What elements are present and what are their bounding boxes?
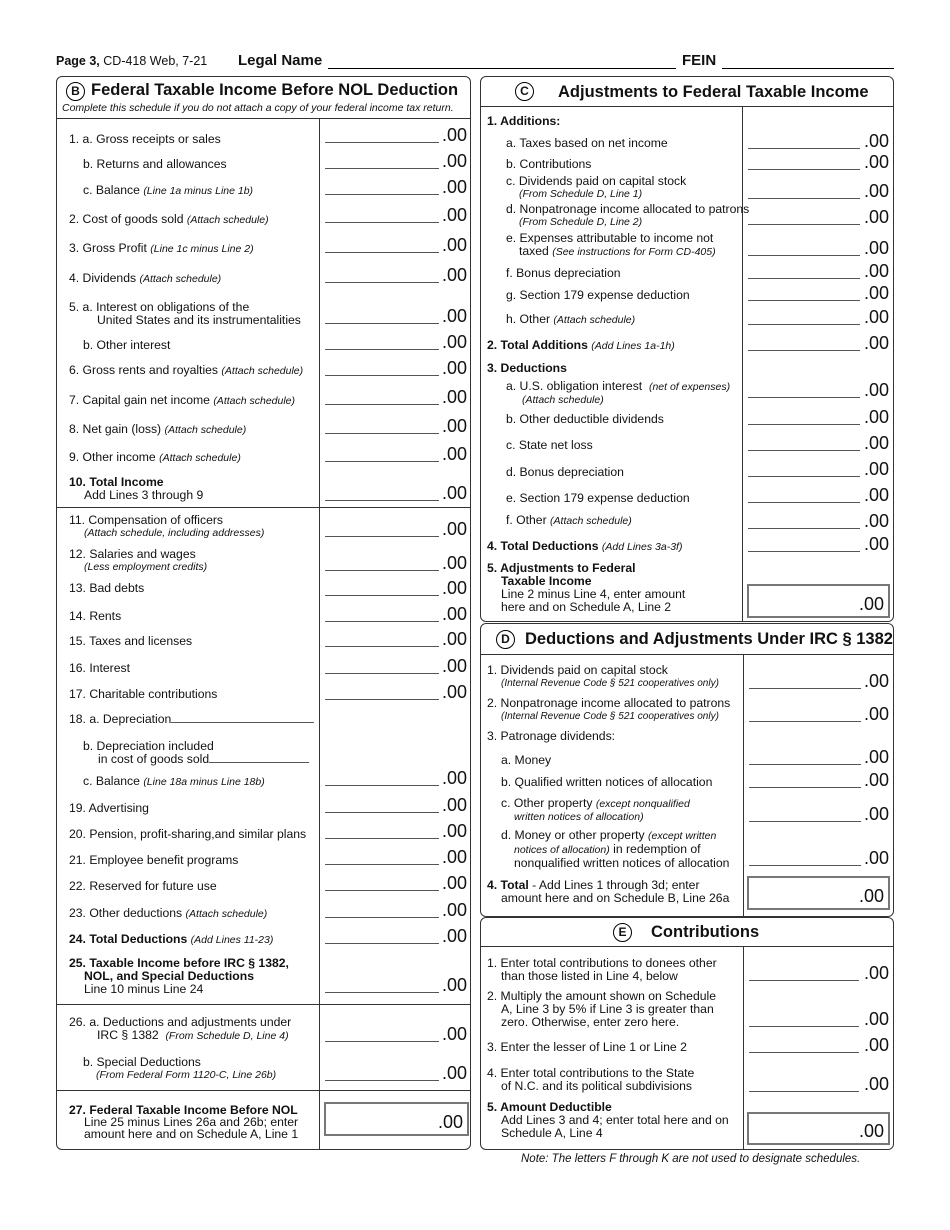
b-amount-15[interactable]: .00 bbox=[325, 629, 467, 649]
c-line-1d: d. Nonpatronage income allocated to patrons (From Schedule D, Line 2) bbox=[506, 202, 750, 228]
legal-name-label: Legal Name bbox=[238, 52, 323, 69]
b-line-11: 11. Compensation of officers (Attach schedule, including addresses) bbox=[69, 513, 265, 539]
b-amount-14[interactable]: .00 bbox=[325, 604, 467, 624]
schedule-e-panel bbox=[480, 917, 894, 1150]
b-amount-6[interactable]: .00 bbox=[325, 358, 467, 378]
c-line-3d: d. Bonus depreciation bbox=[506, 465, 624, 479]
b-amount-1c[interactable]: .00 bbox=[325, 177, 467, 197]
d-amount-3a[interactable]: .00 bbox=[749, 747, 889, 767]
d-amount-3b[interactable]: .00 bbox=[749, 770, 889, 790]
b-amount-20[interactable]: .00 bbox=[325, 821, 467, 841]
c-amount-3d[interactable]: .00 bbox=[748, 459, 889, 479]
d-amount-3d[interactable]: .00 bbox=[749, 848, 889, 868]
b-amount-5b[interactable]: .00 bbox=[325, 332, 467, 352]
b-amount-24[interactable]: .00 bbox=[325, 926, 467, 946]
c-amount-1a[interactable]: .00 bbox=[748, 131, 889, 151]
d-amount-2[interactable]: .00 bbox=[749, 704, 889, 724]
e-line-3: 3. Enter the lesser of Line 1 or Line 2 bbox=[487, 1040, 687, 1054]
schedule-c-letter: C bbox=[515, 82, 534, 101]
e-amount-2[interactable]: .00 bbox=[749, 1009, 889, 1029]
b-line-18b: b. Depreciation included in cost of goods sold bbox=[83, 740, 309, 766]
b-line-22: 22. Reserved for future use bbox=[69, 879, 217, 893]
c-line-3b: b. Other deductible dividends bbox=[506, 412, 664, 426]
b-line-3: 3. Gross Profit (Line 1c minus Line 2) bbox=[69, 241, 254, 255]
b-amount-16[interactable]: .00 bbox=[325, 656, 467, 676]
d-amount-4-box[interactable]: .00 bbox=[747, 876, 890, 910]
b-line-21: 21. Employee benefit programs bbox=[69, 853, 239, 867]
b-amount-13[interactable]: .00 bbox=[325, 578, 467, 598]
b-amount-26a[interactable]: .00 bbox=[325, 1024, 467, 1044]
d-line-4: 4. Total - Add Lines 1 through 3d; enter amount here and on Schedule B, Line 26a bbox=[487, 878, 730, 905]
b-line-10: 10. Total Income Add Lines 3 through 9 bbox=[69, 475, 204, 502]
b-line-12: 12. Salaries and wages (Less employment credits) bbox=[69, 547, 208, 573]
e-line-5: 5. Amount Deductible Add Lines 3 and 4; enter total here and on Schedule A, Line 4 bbox=[487, 1100, 729, 1140]
d-amount-3c[interactable]: .00 bbox=[749, 804, 889, 824]
d-line-3a: a. Money bbox=[501, 753, 552, 767]
b-amount-18c[interactable]: .00 bbox=[325, 768, 467, 788]
b-amount-9[interactable]: .00 bbox=[325, 444, 467, 464]
b-line-6: 6. Gross rents and royalties (Attach schedule) bbox=[69, 363, 304, 377]
c-line-3a: a. U.S. obligation interest (net of expenses) (Attach schedule) bbox=[506, 379, 731, 406]
e-line-4: 4. Enter total contributions to the State of N.C. and its political subdivisions bbox=[487, 1066, 695, 1093]
schedule-b-title: Federal Taxable Income Before NOL Deduction bbox=[91, 81, 459, 99]
b-amount-4[interactable]: .00 bbox=[325, 265, 467, 285]
c-line-4: 4. Total Deductions (Add Lines 3a-3f) bbox=[487, 539, 683, 553]
d-line-3d: d. Money or other property (except written notices of allocation) in redemption of nonqualified written notices of allocation bbox=[501, 828, 730, 870]
d-line-3c: c. Other property (except nonqualified written notices of allocation) bbox=[501, 796, 690, 823]
b-line-24: 24. Total Deductions (Add Lines 11-23) bbox=[69, 932, 274, 946]
schedule-d-title: Deductions and Adjustments Under IRC § 1382 bbox=[525, 630, 893, 648]
b-line-19: 19. Advertising bbox=[69, 801, 149, 815]
b-line-1a: 1. a. Gross receipts or sales bbox=[69, 132, 221, 146]
c-amount-3f[interactable]: .00 bbox=[748, 511, 889, 531]
c-amount-3b[interactable]: .00 bbox=[748, 407, 889, 427]
b-line-25: 25. Taxable Income before IRC § 1382, NOL, and Special Deductions Line 10 minus Line 24 bbox=[69, 956, 289, 996]
b-amount-27-box[interactable]: .00 bbox=[324, 1102, 469, 1136]
e-line-1: 1. Enter total contributions to donees other than those listed in Line 4, below bbox=[487, 956, 717, 983]
c-amount-3a[interactable]: .00 bbox=[748, 380, 889, 400]
e-amount-1[interactable]: .00 bbox=[749, 963, 889, 983]
b-line-18c: c. Balance (Line 18a minus Line 18b) bbox=[83, 774, 265, 788]
c-amount-1b[interactable]: .00 bbox=[748, 152, 889, 172]
b-line-26a: 26. a. Deductions and adjustments under IRC § 1382 (From Schedule D, Line 4) bbox=[69, 1015, 292, 1042]
b-line-20: 20. Pension, profit-sharing,and similar plans bbox=[69, 827, 307, 841]
b-amount-5a[interactable]: .00 bbox=[325, 306, 467, 326]
c-line-1: 1. Additions: bbox=[487, 114, 561, 128]
b-line-15: 15. Taxes and licenses bbox=[69, 634, 193, 648]
c-amount-1d[interactable]: .00 bbox=[748, 207, 889, 227]
c-line-1e: e. Expenses attributable to income not taxed (See instructions for Form CD-405) bbox=[506, 231, 716, 258]
schedule-b-panel bbox=[56, 76, 471, 1150]
b-amount-22[interactable]: .00 bbox=[325, 873, 467, 893]
legal-name-field[interactable] bbox=[328, 68, 676, 69]
b-amount-25[interactable]: .00 bbox=[325, 975, 467, 995]
c-amount-3c[interactable]: .00 bbox=[748, 433, 889, 453]
b-amount-23[interactable]: .00 bbox=[325, 900, 467, 920]
fein-field[interactable] bbox=[722, 68, 894, 69]
b-line-5a: 5. a. Interest on obligations of the United States and its instrumentalities bbox=[69, 300, 301, 327]
c-line-3c: c. State net loss bbox=[506, 438, 593, 452]
c-line-5: 5. Adjustments to Federal Taxable Income Line 2 minus Line 4, enter amount here and on Schedule A, Line 2 bbox=[487, 561, 686, 614]
b-line-17: 17. Charitable contributions bbox=[69, 687, 218, 701]
b-amount-10[interactable]: .00 bbox=[325, 483, 467, 503]
b-line-13: 13. Bad debts bbox=[69, 581, 145, 595]
b-amount-7[interactable]: .00 bbox=[325, 387, 467, 407]
b-line-8: 8. Net gain (loss) (Attach schedule) bbox=[69, 422, 247, 436]
c-amount-4[interactable]: .00 bbox=[748, 534, 889, 554]
schedule-d-panel bbox=[480, 623, 894, 917]
b-amount-11[interactable]: .00 bbox=[325, 519, 467, 539]
b-amount-1a[interactable]: .00 bbox=[325, 125, 467, 145]
c-line-1h: h. Other (Attach schedule) bbox=[506, 312, 636, 326]
e-line-2: 2. Multiply the amount shown on Schedule A, Line 3 by 5% if Line 3 is greater than zero. Otherwise, enter zero here. bbox=[487, 989, 716, 1029]
b-line-18a: 18. a. Depreciation bbox=[69, 713, 314, 726]
b-line-2: 2. Cost of goods sold (Attach schedule) bbox=[69, 212, 269, 226]
d-line-2: 2. Nonpatronage income allocated to patrons (Internal Revenue Code § 521 cooperatives only) bbox=[487, 696, 731, 722]
schedule-e-letter: E bbox=[613, 923, 632, 942]
b-line-1c: c. Balance (Line 1a minus Line 1b) bbox=[83, 183, 254, 197]
b-amount-8[interactable]: .00 bbox=[325, 416, 467, 436]
schedule-c-panel bbox=[480, 76, 894, 622]
c-line-2: 2. Total Additions (Add Lines 1a-1h) bbox=[487, 338, 675, 352]
b-amount-17[interactable]: .00 bbox=[325, 682, 467, 702]
d-line-3: 3. Patronage dividends: bbox=[487, 729, 616, 743]
d-line-1: 1. Dividends paid on capital stock (Internal Revenue Code § 521 cooperatives only) bbox=[487, 663, 719, 689]
c-line-1b: b. Contributions bbox=[506, 157, 592, 171]
b-line-14: 14. Rents bbox=[69, 609, 122, 623]
b-line-9: 9. Other income (Attach schedule) bbox=[69, 450, 241, 464]
page-label: Page 3, CD-418 Web, 7-21 bbox=[56, 54, 208, 68]
b-line-5b: b. Other interest bbox=[83, 338, 171, 352]
b-amount-26b[interactable]: .00 bbox=[325, 1063, 467, 1083]
e-amount-4[interactable]: .00 bbox=[749, 1074, 889, 1094]
page-header bbox=[56, 52, 894, 72]
c-amount-1h[interactable]: .00 bbox=[748, 307, 889, 327]
schedule-d-letter: D bbox=[496, 630, 515, 649]
schedule-b-letter: B bbox=[66, 82, 85, 101]
c-amount-1c[interactable]: .00 bbox=[748, 181, 889, 201]
b-amount-2[interactable]: .00 bbox=[325, 205, 467, 225]
fein-label: FEIN bbox=[682, 52, 717, 69]
c-line-1c: c. Dividends paid on capital stock (From Schedule D, Line 1) bbox=[506, 174, 687, 200]
b-line-16: 16. Interest bbox=[69, 661, 130, 675]
c-line-1g: g. Section 179 expense deduction bbox=[506, 288, 690, 302]
c-line-3e: e. Section 179 expense deduction bbox=[506, 491, 690, 505]
schedule-c-title: Adjustments to Federal Taxable Income bbox=[558, 83, 869, 101]
b-line-1b: b. Returns and allowances bbox=[83, 157, 227, 171]
schedule-e-title: Contributions bbox=[651, 923, 760, 941]
b-line-4: 4. Dividends (Attach schedule) bbox=[69, 271, 222, 285]
c-amount-1g[interactable]: .00 bbox=[748, 283, 889, 303]
b-line-23: 23. Other deductions (Attach schedule) bbox=[69, 906, 268, 920]
d-line-3b: b. Qualified written notices of allocation bbox=[501, 775, 713, 789]
c-amount-5-box[interactable]: .00 bbox=[747, 584, 890, 618]
b-amount-19[interactable]: .00 bbox=[325, 795, 467, 815]
c-line-3f: f. Other (Attach schedule) bbox=[506, 513, 632, 527]
c-line-1f: f. Bonus depreciation bbox=[506, 266, 621, 280]
c-line-1a: a. Taxes based on net income bbox=[506, 136, 668, 150]
b-line-7: 7. Capital gain net income (Attach schedule) bbox=[69, 393, 296, 407]
schedule-b-subtitle: Complete this schedule if you do not attach a copy of your federal income tax return. bbox=[62, 102, 454, 114]
footer-note: Note: The letters F through K are not used to designate schedules. bbox=[521, 1153, 861, 1165]
b-amount-21[interactable]: .00 bbox=[325, 847, 467, 867]
c-amount-2[interactable]: .00 bbox=[748, 333, 889, 353]
b-line-26b: b. Special Deductions (From Federal Form 1120-C, Line 26b) bbox=[83, 1055, 277, 1081]
b-amount-12[interactable]: .00 bbox=[325, 553, 467, 573]
c-amount-1e[interactable]: .00 bbox=[748, 238, 889, 258]
c-amount-1f[interactable]: .00 bbox=[748, 261, 889, 281]
b-line-27: 27. Federal Taxable Income Before NOL Line 25 minus Lines 26a and 26b; enter amount here and on Schedule A, Line 1 bbox=[69, 1103, 299, 1141]
b-amount-3[interactable]: .00 bbox=[325, 235, 467, 255]
c-line-3: 3. Deductions bbox=[487, 361, 567, 375]
e-amount-3[interactable]: .00 bbox=[749, 1035, 889, 1055]
c-amount-3e[interactable]: .00 bbox=[748, 485, 889, 505]
d-amount-1[interactable]: .00 bbox=[749, 671, 889, 691]
b-amount-1b[interactable]: .00 bbox=[325, 151, 467, 171]
e-amount-5-box[interactable]: .00 bbox=[747, 1112, 890, 1145]
